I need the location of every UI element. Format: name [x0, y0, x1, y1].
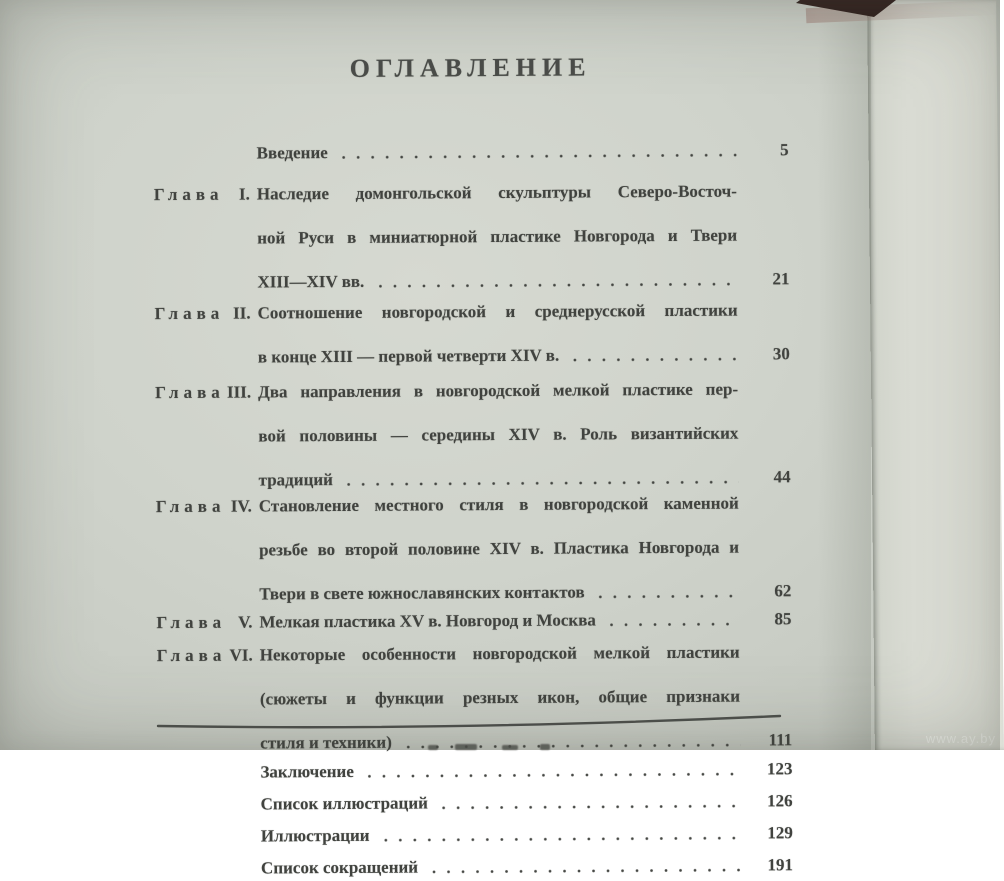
cut-off-text-fragment: [455, 744, 477, 750]
toc-entry-text: Мелкая пластика XV в. Новгород и Москва: [259, 609, 595, 633]
toc-entry-body: [261, 822, 793, 847]
chapter-word: Глава: [157, 645, 227, 755]
chapter-number: II.: [233, 303, 251, 369]
toc-entry-page-number: 85: [753, 608, 791, 630]
toc-entry-chapter-label: [156, 611, 259, 634]
toc-entry-line: ной Руси в миниатюрной пластике Новгорода и Твери: [257, 225, 737, 272]
toc-entry-text: Иллюстрации: [261, 825, 370, 848]
toc-entry: [155, 299, 790, 369]
toc-entry-chapter-label: [158, 793, 261, 816]
toc-entry-lastline: [257, 268, 789, 293]
toc-entry-text: стиля и техники): [260, 732, 392, 755]
chapter-word: Глава: [154, 184, 224, 294]
toc-entry-page-number: 21: [751, 268, 789, 290]
toc-entry-page-number: 111: [754, 729, 792, 751]
toc-entry-page-number: 5: [751, 139, 789, 161]
toc-entry-lastline: [261, 822, 793, 847]
toc-entry-text: в конце XIII — первой четверти XIV в.: [258, 345, 559, 369]
toc-entry: [154, 180, 790, 294]
toc-entry: [156, 608, 791, 634]
toc-entry-body: [258, 378, 791, 491]
toc-entry-line: Два направления в новгородской мелкой пластике пер-: [258, 379, 738, 426]
toc-entry-text: Введение: [257, 142, 328, 164]
cut-off-text-fragment: [502, 745, 518, 750]
chapter-word: Глава: [156, 496, 226, 606]
toc-entry-lastline: [259, 580, 791, 605]
toc-entry-line: Наследие домонгольской скульптуры Северо-Восточ-: [257, 181, 737, 228]
toc-entry-line: Становление местного стиля в новгородской каменной: [259, 493, 739, 540]
toc-entry: [158, 854, 793, 880]
toc-entry-text: традиций: [259, 469, 333, 491]
chapter-word: Глава: [155, 303, 225, 369]
dot-leader: [347, 480, 739, 487]
toc-entry-body: [261, 790, 793, 815]
toc-entries: [154, 139, 793, 880]
toc-entry: [155, 378, 791, 492]
toc-entry-text: Твери в свете южнославянских контактов: [259, 581, 584, 605]
toc-entry-page-number: 126: [755, 790, 793, 812]
toc-entry-body: [258, 299, 790, 368]
toc-entry-page-number: 44: [753, 466, 791, 488]
toc-entry-chapter-label: [156, 495, 260, 606]
title-row: [153, 51, 788, 85]
dot-leader: [384, 836, 741, 843]
dot-leader: [573, 357, 738, 363]
toc-entry-body: [259, 608, 791, 633]
toc-entry-body: [261, 854, 793, 879]
toc-entry-page-number: 129: [755, 822, 793, 844]
toc-entry-body: [257, 180, 790, 293]
toc-entry-line: (сюжеты и функции резных икон, общие признаки: [260, 686, 740, 733]
toc-entry-chapter-label: [154, 142, 257, 165]
toc-entry-body: [260, 758, 792, 783]
toc-entry-lastline: [259, 608, 791, 633]
chapter-number: I.: [239, 184, 251, 294]
chapter-number: VI.: [229, 645, 253, 755]
toc-entry-body: [259, 492, 792, 605]
toc-entry: [156, 492, 792, 606]
toc-entry-chapter-label: [158, 857, 261, 880]
chapter-word: Глава: [155, 382, 225, 492]
toc-entry-chapter-label: [158, 825, 261, 848]
toc-entry-page-number: 191: [755, 854, 793, 876]
toc-entry-lastline: [260, 758, 792, 783]
toc-entry-line: вой половины — середины XIV в. Роль византийских: [258, 423, 738, 470]
dot-leader: [368, 772, 741, 779]
toc-entry: [158, 790, 793, 816]
dot-leader: [610, 622, 740, 628]
toc-entry-lastline: [260, 729, 792, 754]
dot-leader: [432, 868, 741, 875]
dot-leader: [378, 282, 737, 289]
toc-entry-text: Список иллюстраций: [261, 792, 428, 815]
toc-entry-line: Некоторые особенности новгородской мелкой пластики: [260, 642, 740, 689]
toc-entry-body: [260, 641, 793, 754]
toc-entry-chapter-label: [154, 183, 258, 294]
toc-entry-body: [257, 139, 789, 164]
cut-off-text-fragment: [540, 744, 550, 750]
toc-entry: [157, 641, 793, 755]
toc-entry-lastline: [257, 139, 789, 164]
toc-entry-chapter-label: [155, 302, 258, 369]
toc-entry-page-number: 62: [753, 580, 791, 602]
toc-entry-line: Соотношение новгородской и среднерусской пластики: [258, 300, 738, 347]
dot-leader: [442, 804, 741, 811]
watermark: www.ay.by: [886, 731, 996, 746]
toc-entry: [154, 139, 789, 165]
toc-entry-lastline: [258, 343, 790, 368]
chapter-number: IV.: [231, 496, 253, 606]
toc-entry: [158, 822, 793, 848]
chapter-number: III.: [227, 382, 252, 492]
dot-leader: [342, 153, 737, 160]
toc-entry-chapter-label: [157, 761, 260, 784]
toc-entry-chapter-label: [157, 644, 261, 755]
toc-entry: [157, 758, 792, 784]
toc-entry-text: Заключение: [260, 761, 354, 784]
toc-entry-chapter-label: [155, 381, 259, 492]
chapter-word: Глава: [156, 612, 226, 634]
toc-title: ОГЛАВЛЕНИЕ: [350, 52, 592, 82]
toc-entry-page-number: 123: [754, 758, 792, 780]
toc-entry-lastline: [261, 790, 793, 815]
toc-entry-line: резьбе во второй половине XIV в. Пластика Новгорода и: [259, 537, 739, 584]
dot-leader: [599, 594, 740, 600]
toc-entry-lastline: [261, 854, 793, 879]
toc-entry-lastline: [259, 466, 791, 491]
chapter-number: V.: [238, 612, 252, 634]
toc-entry-text: Список сокращений: [261, 857, 418, 880]
cut-off-text-fragment: [428, 745, 438, 750]
toc-entry-text: XIII—XIV вв.: [257, 271, 364, 294]
toc-entry-page-number: 30: [752, 343, 790, 365]
